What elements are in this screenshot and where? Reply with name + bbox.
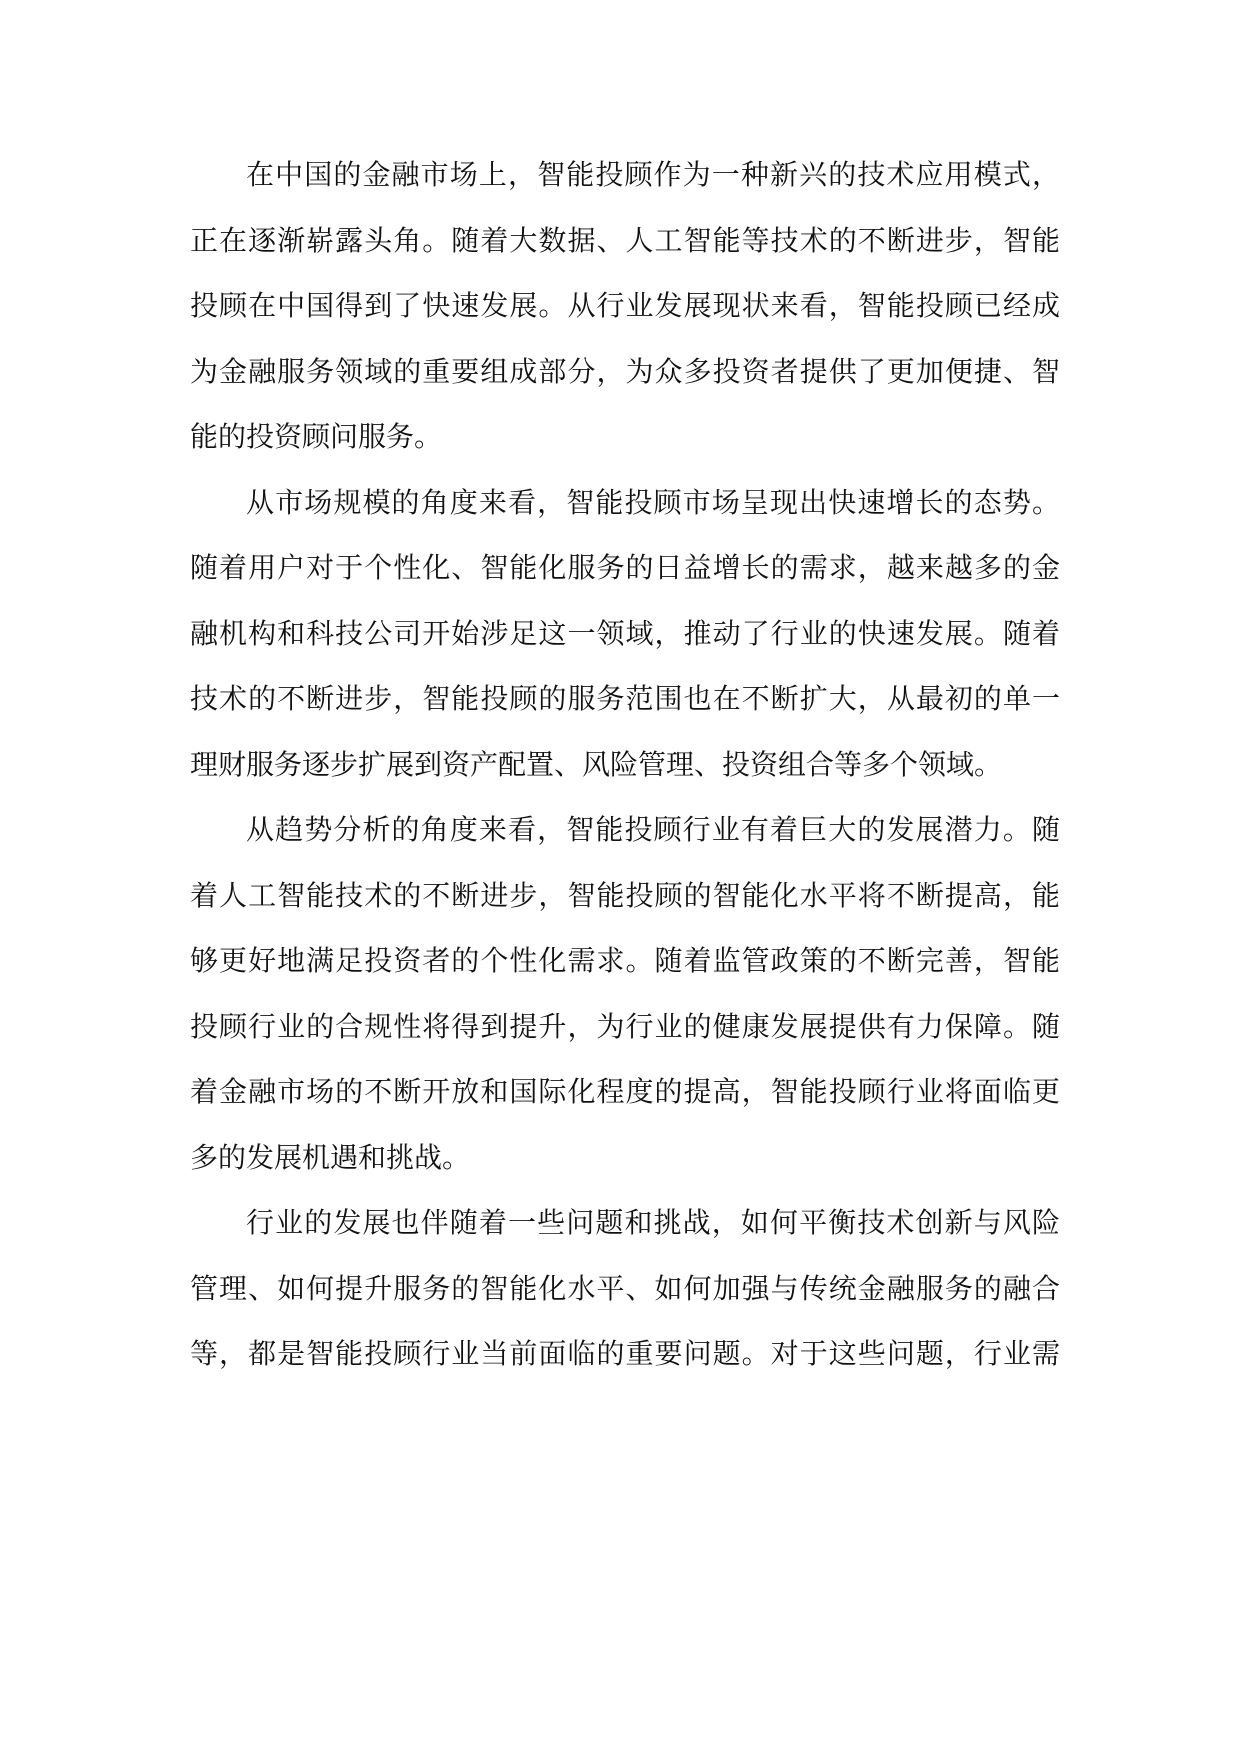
paragraph-line: 多的发展机遇和挑战。	[190, 1140, 471, 1174]
paragraph-line: 着金融市场的不断开放和国际化程度的提高，智能投顾行业将面临更	[190, 1075, 1060, 1108]
paragraph-line: 投顾在中国得到了快速发展。从行业发展现状来看，智能投顾已经成	[190, 289, 1060, 322]
paragraph-line: 理财服务逐步扩展到资产配置、风险管理、投资组合等多个领域。	[190, 747, 1003, 781]
paragraph-line: 等，都是智能投顾行业当前面临的重要问题。对于这些问题，行业需	[190, 1337, 1060, 1370]
paragraph-line: 着人工智能技术的不断进步，智能投顾的智能化水平将不断提高，能	[190, 878, 1060, 912]
paragraph-3	[190, 797, 1060, 1190]
paragraph-line: 投顾行业的合规性将得到提升，为行业的健康发展提供有力保障。随	[190, 1009, 1060, 1043]
paragraph-line: 技术的不断进步，智能投顾的服务范围也在不断扩大，从最初的单一	[190, 682, 1060, 715]
paragraph-2	[190, 470, 1060, 798]
paragraph-line: 随着用户对于个性化、智能化服务的日益增长的需求，越来越多的金	[190, 551, 1060, 584]
paragraph-line: 行业的发展也伴随着一些问题和挑战，如何平衡技术创新与风险	[246, 1206, 1060, 1239]
paragraph-line: 从趋势分析的角度来看，智能投顾行业有着巨大的发展潜力。随	[246, 813, 1060, 846]
paragraph-line: 为金融服务领域的重要组成部分，为众多投资者提供了更加便捷、智	[190, 354, 1060, 388]
paragraph-line: 从市场规模的角度来看，智能投顾市场呈现出快速增长的态势。	[246, 485, 1060, 519]
paragraph-line: 管理、如何提升服务的智能化水平、如何加强与传统金融服务的融合	[190, 1271, 1060, 1305]
paragraph-line: 够更好地满足投资者的个性化需求。随着监管政策的不断完善，智能	[190, 944, 1060, 977]
paragraph-line: 在中国的金融市场上，智能投顾作为一种新兴的技术应用模式，	[246, 158, 1060, 191]
paragraph-line: 融机构和科技公司开始涉足这一领域，推动了行业的快速发展。随着	[190, 616, 1060, 650]
paragraph-4	[190, 1190, 1060, 1387]
paragraph-1	[190, 142, 1060, 470]
paragraph-line: 正在逐渐崭露头角。随着大数据、人工智能等技术的不断进步，智能	[190, 223, 1060, 257]
paragraph-line: 能的投资顾问服务。	[190, 420, 443, 453]
document-body	[190, 142, 1060, 1387]
